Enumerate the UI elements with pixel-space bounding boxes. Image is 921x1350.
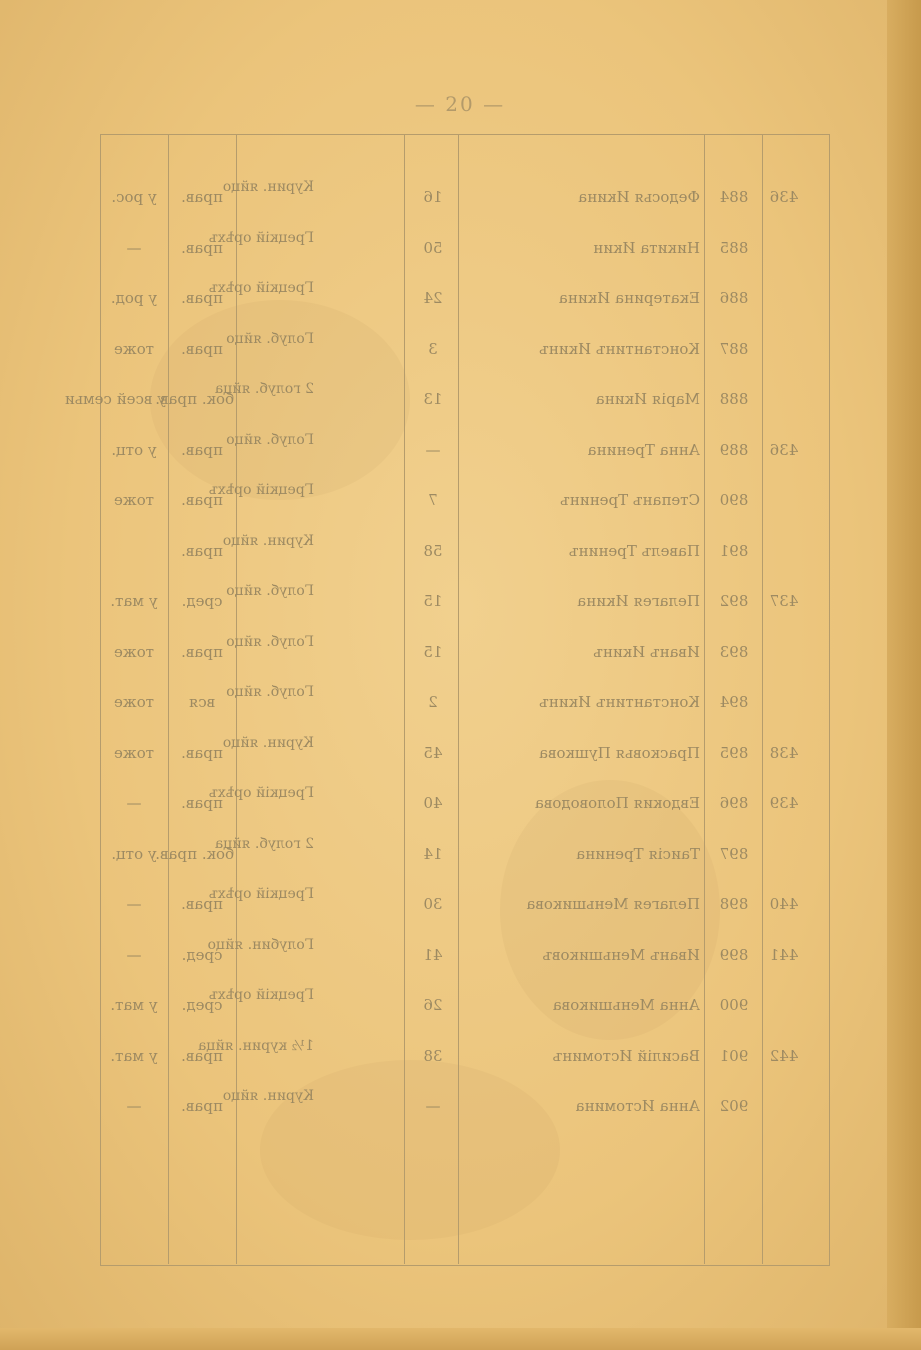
group-number — [763, 526, 805, 576]
person-name: Павелъ Тренинъ — [568, 541, 700, 560]
table-row — [100, 728, 828, 778]
age: — — [425, 440, 441, 459]
age: 58 — [423, 541, 443, 560]
entry-number: 897 — [719, 844, 749, 863]
heredity-note: — — [126, 1097, 142, 1115]
group-number — [763, 829, 805, 879]
table-row — [100, 879, 828, 929]
page-number: — 20 — — [414, 92, 506, 116]
goiter-size: Голуб. яйцо — [226, 633, 314, 650]
goiter-side: прав. — [181, 491, 223, 509]
age: 45 — [423, 743, 443, 762]
table-row — [100, 677, 828, 727]
page-edge — [0, 1328, 921, 1350]
table-row — [100, 324, 828, 374]
group-number: 438 — [769, 743, 799, 762]
age: 38 — [423, 1046, 443, 1065]
age: 41 — [423, 945, 443, 964]
person-name: Прасковья Пушкова — [539, 743, 700, 762]
person-name: Федосья Икина — [578, 188, 700, 206]
group-number — [763, 273, 805, 323]
heredity-note: у отц. — [111, 844, 157, 863]
person-name: Никита Икин — [593, 238, 700, 257]
group-number — [763, 475, 805, 525]
table-row — [100, 223, 828, 273]
goiter-side: прав. — [181, 1046, 223, 1065]
goiter-size: Голуб. яйцо — [226, 431, 314, 448]
heredity-note: у рос. — [111, 188, 157, 206]
goiter-side: прав. — [181, 188, 223, 206]
entry-number: 884 — [719, 188, 749, 206]
goiter-side: бок. прав. — [155, 390, 234, 408]
table-row — [100, 273, 828, 323]
goiter-size: Курин. яйцо — [222, 734, 314, 751]
table-row — [100, 778, 828, 828]
person-name: Анна Истомина — [575, 1097, 700, 1115]
goiter-side: сред. — [181, 592, 223, 610]
goiter-size: Грецкiй орѣхъ — [208, 785, 314, 801]
table-row — [100, 1081, 828, 1131]
goiter-side: сред. — [181, 996, 223, 1014]
table-row — [64, 374, 828, 424]
entry-number: 900 — [719, 996, 749, 1014]
entry-number: 890 — [719, 491, 749, 509]
age: — — [425, 1097, 441, 1115]
person-name: Таисiя Тренина — [576, 844, 700, 863]
group-number — [763, 1081, 805, 1131]
table-row — [100, 829, 828, 879]
group-number — [763, 677, 805, 727]
group-number: 436 — [769, 440, 799, 459]
age: 14 — [423, 844, 443, 863]
age: 16 — [423, 188, 443, 206]
page-edge — [887, 0, 921, 1350]
age: 50 — [423, 238, 443, 257]
age: 15 — [423, 592, 443, 610]
age: 15 — [423, 642, 443, 661]
goiter-size: Грецкiй орѣхъ — [208, 229, 314, 246]
goiter-size: 2 голуб. яйца — [214, 381, 314, 397]
goiter-side: прав. — [181, 339, 223, 358]
age: 30 — [423, 895, 443, 913]
goiter-side: бок. прав. — [155, 844, 234, 863]
entry-number: 891 — [719, 541, 749, 560]
group-number: 442 — [769, 1046, 799, 1065]
goiter-size: Курин. яйцо — [222, 1088, 314, 1104]
goiter-size: Голуб. яйцо — [226, 583, 314, 599]
entry-number: 892 — [719, 592, 749, 610]
person-name: Василiй Истоминъ — [552, 1046, 700, 1065]
group-number: 441 — [769, 945, 799, 964]
goiter-side: прав. — [181, 794, 223, 812]
entry-number: 902 — [719, 1097, 749, 1115]
entry-number: 889 — [719, 440, 749, 459]
person-name: Марiя Икина — [595, 390, 700, 408]
entry-number: 886 — [719, 289, 749, 307]
goiter-size: Грецкiй орѣхъ — [208, 886, 314, 902]
table-row — [100, 980, 828, 1030]
person-name: Пелагея Меньшикова — [526, 895, 700, 913]
goiter-side: вся — [188, 693, 216, 711]
group-number: 436 — [769, 188, 799, 206]
heredity-note: тоже — [114, 491, 155, 509]
goiter-side: прав. — [181, 895, 223, 913]
entry-number: 887 — [719, 339, 749, 358]
goiter-size: 1½ курин. яйца — [198, 1037, 314, 1054]
entry-number: 894 — [719, 693, 749, 711]
heredity-note: — — [126, 945, 142, 964]
entry-number: 895 — [719, 743, 749, 762]
age: 26 — [423, 996, 443, 1014]
entry-number: 885 — [719, 238, 749, 257]
table-row — [100, 526, 828, 576]
person-name: Константинъ Икинъ — [539, 339, 700, 358]
entry-number: 896 — [719, 794, 749, 812]
table-row — [100, 576, 828, 626]
entry-number: 893 — [719, 642, 749, 661]
group-number — [763, 980, 805, 1030]
age: 13 — [423, 390, 443, 408]
heredity-note: — — [126, 794, 142, 812]
group-number — [763, 374, 805, 424]
group-number — [763, 324, 805, 374]
group-number: 439 — [769, 794, 799, 812]
goiter-side: сред. — [181, 945, 223, 964]
goiter-side: прав. — [181, 642, 223, 661]
person-name: Анна Тренина — [587, 440, 700, 459]
entry-number: 898 — [719, 895, 749, 913]
heredity-note: тоже — [114, 693, 155, 711]
group-number — [763, 627, 805, 677]
goiter-side: прав. — [181, 440, 223, 459]
entry-number: 901 — [719, 1046, 749, 1065]
age: 7 — [428, 491, 438, 509]
goiter-side: прав. — [181, 541, 223, 560]
entry-number: 888 — [719, 390, 749, 408]
goiter-side: прав. — [181, 238, 223, 257]
heredity-note: у мат. — [110, 1046, 158, 1065]
goiter-size: Голуб. яйцо — [226, 330, 314, 347]
heredity-note — [102, 526, 166, 576]
person-name: Константинъ Икинъ — [539, 693, 700, 711]
heredity-note: у мат. — [110, 592, 158, 610]
goiter-size: Курин. яйцо — [222, 179, 314, 195]
group-number — [763, 223, 805, 273]
table-row — [100, 172, 828, 222]
goiter-size: Грецкiй орѣхъ — [208, 987, 314, 1003]
goiter-size: Грецкiй орѣхъ — [208, 482, 314, 498]
goiter-size: Голубин. яйцо — [207, 936, 314, 953]
table-row — [100, 425, 828, 475]
goiter-side: прав. — [181, 743, 223, 762]
age: 3 — [428, 339, 438, 358]
heredity-note: у всей семьи — [64, 390, 166, 408]
heredity-note: — — [126, 238, 142, 257]
heredity-note: тоже — [114, 339, 155, 358]
goiter-side: прав. — [181, 1097, 223, 1115]
person-name: Иванъ Меньшиковъ — [542, 945, 700, 964]
age: 24 — [423, 289, 443, 307]
person-name: Екатерина Икина — [558, 289, 700, 307]
age: 2 — [428, 693, 438, 711]
heredity-note: тоже — [114, 743, 155, 762]
group-number: 440 — [769, 895, 799, 913]
table-row — [100, 930, 828, 980]
person-name: Пелагея Икина — [577, 592, 700, 610]
group-number: 437 — [769, 592, 799, 610]
goiter-size: Грецкiй орѣхъ — [208, 280, 314, 296]
goiter-size: Голуб. яйцо — [226, 684, 314, 700]
goiter-size: 2 голуб. яйца — [214, 835, 314, 852]
person-name: Анна Меньшикова — [552, 996, 700, 1014]
table-row — [100, 1031, 828, 1081]
heredity-note: — — [126, 895, 142, 913]
person-name: Степанъ Тренинъ — [560, 491, 700, 509]
table-row — [100, 627, 828, 677]
goiter-size: Курин. яйцо — [222, 532, 314, 549]
heredity-note: у отц. — [111, 440, 157, 459]
heredity-note: тоже — [114, 642, 155, 661]
heredity-note: у мат. — [110, 996, 158, 1014]
heredity-note: у род. — [110, 289, 158, 307]
table-row — [100, 475, 828, 525]
age: 40 — [423, 794, 443, 812]
person-name: Евдокия Половодова — [534, 794, 700, 812]
entry-number: 899 — [719, 945, 749, 964]
person-name: Иванъ Икинъ — [593, 642, 700, 661]
goiter-side: прав. — [181, 289, 223, 307]
